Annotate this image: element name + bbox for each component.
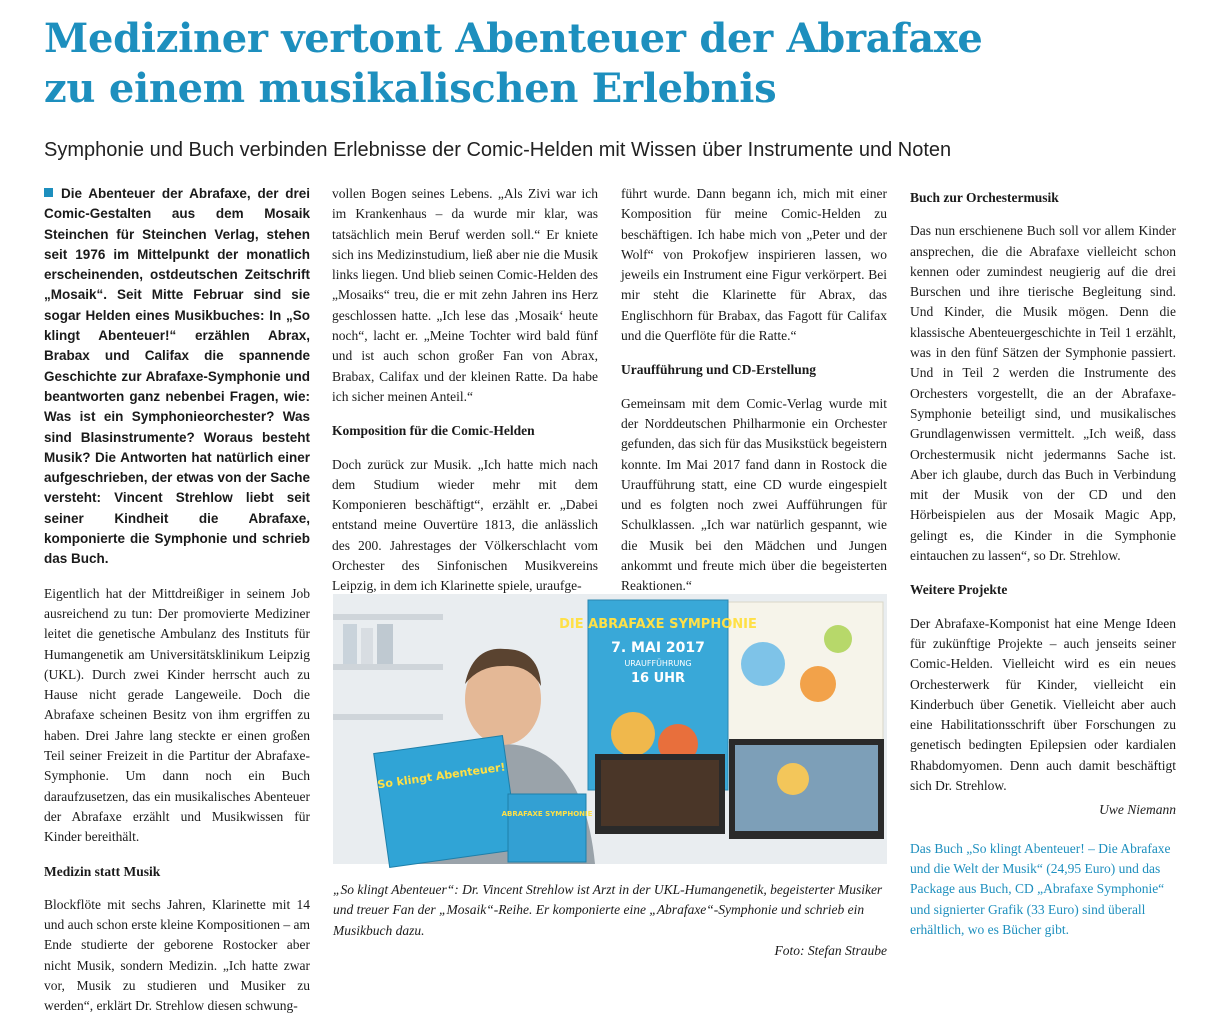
- book-info-box: Das Buch „So klingt Abenteuer! – Die Abrafaxe und die Welt der Musik“ (24,95 Euro) und das Package aus Buch, CD „Abrafaxe Symphonie“ und signierter Grafik (33 Euro) sind überall erhältlich, wo es Bücher gibt.: [910, 840, 1171, 937]
- section-heading: Weitere Projekte: [910, 582, 1008, 598]
- cd-case: [502, 794, 593, 862]
- photo-caption: [333, 880, 887, 961]
- section-heading: Buch zur Orchestermusik: [910, 190, 1059, 205]
- author-byline: Uwe Niemann: [1099, 802, 1176, 818]
- music-book: [374, 736, 519, 868]
- body-paragraph: Eigentlich hat der Mittdreißiger in seinem Job ausreichend zu tun: Der promovierte Mediziner leitet die genetische Ambulanz des Instituts für Humangenetik am Universitätsklinikum Leipzig (UKL). Durch zwei Kinder herrscht auch zu Hause nicht gerade Langeweile. Doch die Abrafaxe scheinen Besitz von ihm ergriffen zu haben. Drei Jahre lang steckte er einen großen Teil seiner Freizeit in die Partitur der Abrafaxe-Symphonie. Um dann noch ein Buch daraufzusetzen, das ein musikalisches Abenteuer der Abrafaxe erzählt und Musikwissen für Kinder bereithält.: [44, 585, 310, 845]
- book-title: So klingt Abenteuer!: [376, 760, 507, 792]
- monitors: [595, 739, 884, 839]
- subheadline: Symphonie und Buch verbinden Erlebnisse der Comic-Helden mit Wissen über Instrumente und Noten: [44, 139, 952, 161]
- body-paragraph: Das nun erschienene Buch soll vor allem Kinder ansprechen, die die Abrafaxe vielleicht schon kennen oder zumindest neugierig auf die drei Burschen und ihre tierische Begleitung sind. Und Kinder, die Musik mögen. Denn die klassische Abenteuergeschichte in Teil 1 erzählt, was in den fünf Sätzen der Symphonie passiert. Und in Teil 2 werden die Instrumente des Orchesters vorgestellt, die an der Abrafaxe-Symphonie beteiligt sind, und musikalisches Grundlagenwissen vermittelt. „Ich weiß, dass Orchestermusik nicht jedermanns Sache ist. Aber ich glaube, durch das Buch in Verbindung mit der Musik von der CD und den Hörbeispielen aus der Mosaik Magic App, gelingt es, die Kinder in die Symphonie eintauchen zu lassen“, so Dr. Strehlow.: [910, 223, 1176, 564]
- photo-illustration: [333, 594, 887, 864]
- body-paragraph: Blockflöte mit sechs Jahren, Klarinette mit 14 und auch schon erste kleine Kompositionen – am Ende studierte der geborene Rostocker aber nicht Musik, sondern Medizin. „Ich hatte zwar vor, Musik zu studieren und Musiker zu werden“, erklärt Dr. Strehlow diesen schwung-: [44, 896, 310, 1014]
- poster-date: 7. MAI 2017: [611, 640, 705, 656]
- lead-text: Die Abenteuer der Abrafaxe, der drei Comic-Gestalten aus dem Mosaik Steinchen für Steinchen Verlag, stehen seit 1976 im Mittelpunkt der monatlich erscheinenden, ostdeutschen Zeitschrift „Mosaik“. Seit Mitte Februar sind sie sogar Helden eines Musikbuches: In „So klingt Abenteuer!“ erzählen Abrax, Brabax und Califax die spannende Geschichte zur Abrafaxe-Symphonie und beantworten ganz nebenbei Fragen, wie: Was ist ein Symphonieorchester? Was sind Blasinstrumente? Woraus besteht Musik? Die Antworten hat natürlich einer aufgeschrieben, der etwas von der Sache versteht: Vincent Strehlow liebt seit seiner Kindheit die Abrafaxe, komponierte die Symphonie und schrieb das Buch.: [44, 186, 310, 567]
- body-paragraph: vollen Bogen seines Lebens. „Als Zivi war ich im Krankenhaus – da wurde mir klar, was tatsächlich mein Beruf werden soll.“ Er kniete sich ins Medizinstudium, ließ aber nie die Musik links liegen. Und blieb seinen Comic-Helden des „Mosaiks“ treu, die er mit zehn Jahren ins Herz geschlossen hatte. „Ich lese das ‚Mosaik‘ heute noch“, lacht er. „Meine Tochter wird bald fünf und ist auch schon großer Fan von Abrax, Brabax, Califax und der kleinen Ratte. Da habe ich sicher meinen Anteil.“: [332, 186, 598, 404]
- column-3: [621, 184, 887, 597]
- caption-text: „So klingt Abenteuer“: Dr. Vincent Strehlow ist Arzt in der UKL-Humangenetik, begeisterter Musiker und treuer Fan der „Mosaik“-Reihe. Er komponierte eine „Abrafaxe“-Symphonie und schrieb ein Musikbuch dazu.: [333, 882, 883, 938]
- body-paragraph: Der Abrafaxe-Komponist hat eine Menge Ideen für zukünftige Projekte – auch jenseits seiner Comic-Helden. Vielleicht wird es ein neues Orchesterwerk für Kinder, vielleicht ein Kinderbuch über Genetik. Vielleicht aber auch eine Habilitationsschrift über Forschungen zu genetisch bedingten Epilepsien oder kardialen Rhabdomyomen. Denn auch damit beschäftigt sich Dr. Strehlow.: [910, 615, 1176, 794]
- poster-title: DIE ABRAFAXE SYMPHONIE: [559, 617, 757, 632]
- column-4: [910, 184, 1176, 940]
- lead-paragraph: [44, 184, 310, 570]
- headline: [44, 14, 1174, 114]
- headline-line-1: Mediziner vertont Abenteuer der Abrafaxe: [44, 15, 983, 62]
- section-heading: Uraufführung und CD-Erstellung: [621, 362, 817, 378]
- body-paragraph: Doch zurück zur Musik. „Ich hatte mich nach dem Studium wieder mehr mit dem Komponieren beschäftigt“, erzählt er. „Dabei entstand meine Ouvertüre 1813, die anlässlich des 200. Jahrestages der Völkerschlacht vom Orchester des Sinfonischen Musikvereins Leipzig, in dem ich Klarinette spiele, uraufge-: [332, 456, 598, 594]
- square-bullet-icon: [44, 188, 53, 197]
- column-1: [44, 184, 310, 1017]
- headline-line-2: zu einem musikalischen Erlebnis: [44, 65, 777, 112]
- article-photo: [333, 594, 887, 864]
- section-heading: Komposition für die Comic-Helden: [332, 423, 535, 439]
- column-2: [332, 184, 598, 597]
- photo-credit: Foto: Stefan Straube: [774, 942, 887, 958]
- cd-title: ABRAFAXE SYMPHONIE: [501, 810, 593, 818]
- body-paragraph: führt wurde. Dann begann ich, mich mit einer Komposition für meine Comic-Helden zu beschäftigen. Ich habe mich von „Peter und der Wolf“ von Prokofjew inspirieren lassen, wo jeweils ein Instrument eine Figur verkörpert. Bei mir steht die Klarinette für Abrax, das Englischhorn für Brabax, das Fagott für Califax und die Querflöte für die Ratte.“: [621, 186, 887, 344]
- poster-time: 16 UHR: [630, 671, 686, 686]
- body-paragraph: Gemeinsam mit dem Comic-Verlag wurde mit der Norddeutschen Philharmonie ein Orchester gefunden, das sich für das Musikstück begeistern konnte. Im Mai 2017 fand dann in Rostock die Uraufführung statt, eine CD wurde eingespielt und es folgten noch zwei Aufführungen für Schulklassen. „Ich war natürlich gespannt, wie die Musik bei den Mädchen und Jungen ankommt und freute mich über die begeisterten Reaktionen.“: [621, 395, 887, 594]
- section-heading: Medizin statt Musik: [44, 863, 161, 879]
- poster-subtitle: URAUFFÜHRUNG: [624, 659, 692, 668]
